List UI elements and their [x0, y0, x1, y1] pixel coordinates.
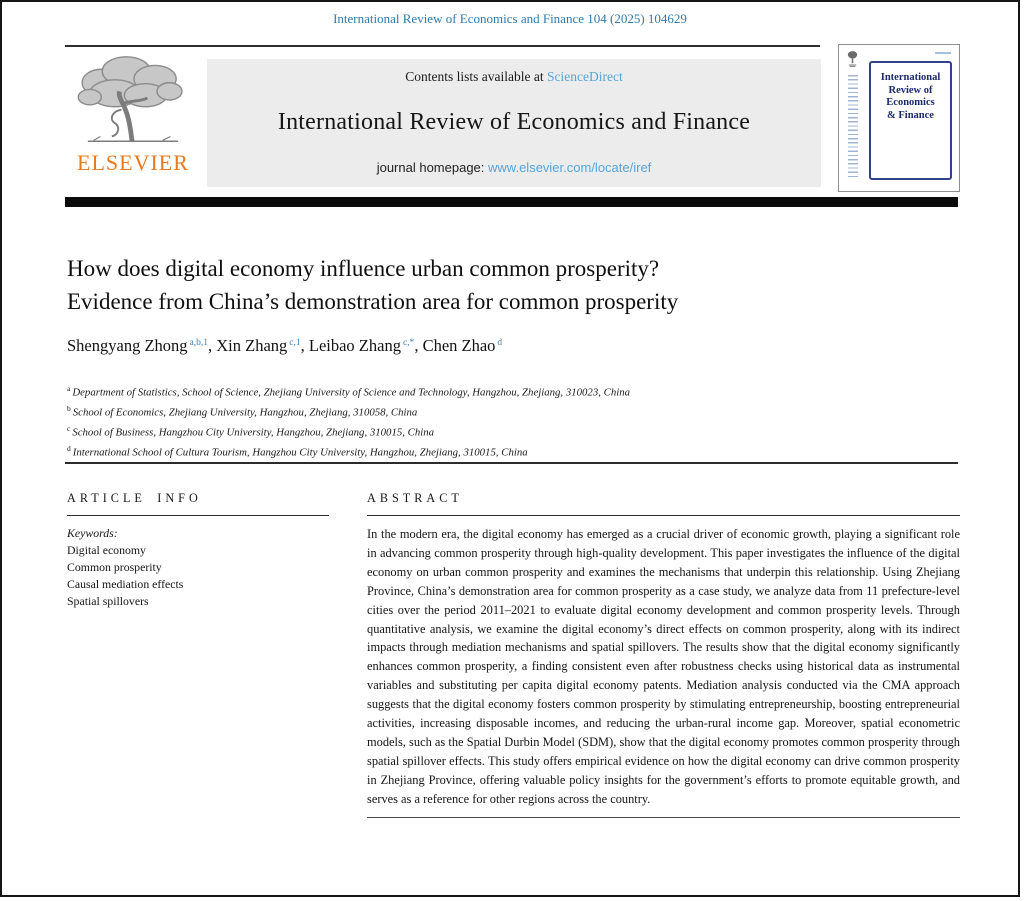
contents-line: [213, 69, 815, 85]
cover-title-box: [869, 61, 952, 180]
affiliation-text: Department of Statistics, School of Science, Zhejiang University of Science and Technology, Hangzhou, Zhejiang, 310023, China: [72, 386, 631, 399]
publisher-mark-icon: [846, 50, 859, 72]
author-affiliation-ref[interactable]: c,1: [289, 337, 301, 348]
keywords-label: Keywords:: [67, 526, 118, 540]
cover-fine-print: [848, 75, 858, 179]
journal-cover-thumbnail: [838, 44, 960, 192]
affiliation-letter: b: [67, 404, 71, 414]
cover-issue-text: [935, 52, 951, 54]
author-name: Leibao Zhang: [308, 336, 401, 355]
cover-title-line: Economics: [886, 97, 935, 108]
author-affiliation-ref[interactable]: d: [497, 337, 503, 348]
abstract-heading: ABSTRACT: [367, 491, 960, 516]
author: [67, 336, 216, 355]
contents-prefix-text: Contents lists available at: [405, 69, 547, 84]
affiliation: [67, 441, 957, 461]
affiliation-letter: a: [67, 384, 71, 393]
abstract-bottom-rule: [367, 817, 960, 819]
keyword: Digital economy: [67, 543, 146, 557]
journal-title: International Review of Economics and Finance: [277, 109, 751, 135]
affiliation-text: International School of Cultura Tourism, Hangzhou City University, Hangzhou, Zhejiang, 310015, China: [72, 446, 528, 459]
article-info-heading: ARTICLE INFO: [67, 491, 329, 516]
header-thick-rule: [65, 197, 958, 207]
article-title-line2: Evidence from China’s demonstration area for common prosperity: [67, 289, 679, 314]
homepage-link[interactable]: www.elsevier.com/locate/iref: [488, 160, 652, 175]
author: [216, 336, 309, 355]
elsevier-logo: [62, 52, 204, 194]
keyword: Causal mediation effects: [67, 577, 184, 591]
affiliation-list: [67, 381, 957, 461]
keyword: Common prosperity: [67, 560, 162, 574]
info-abstract-section: [67, 491, 960, 818]
keywords-block: [67, 525, 329, 610]
affiliation-text: School of Business, Hangzhou City University, Hangzhou, Zhejiang, 310015, China: [72, 426, 435, 439]
author-name: Xin Zhang: [216, 336, 288, 355]
abstract-column: [367, 491, 960, 818]
homepage-line: [213, 160, 815, 175]
elsevier-wordmark: ELSEVIER: [77, 150, 189, 175]
author-affiliation-ref[interactable]: a,b,1: [189, 337, 208, 348]
article-info-column: [67, 491, 329, 818]
affiliation: [67, 421, 957, 441]
author: [309, 336, 423, 355]
homepage-label: journal homepage:: [376, 160, 489, 175]
author-name: Chen Zhao: [422, 336, 496, 355]
affiliation-text: School of Economics, Zhejiang University, Hangzhou, Zhejiang, 310058, China: [72, 406, 418, 419]
affiliation-letter: d: [67, 444, 71, 454]
section-divider-rule: [65, 462, 958, 464]
elsevier-tree-icon: [62, 52, 204, 148]
author: [423, 336, 503, 355]
header-top-rule: [65, 45, 820, 47]
author-affiliation-ref[interactable]: c,*: [402, 337, 415, 348]
cover-title-line: & Finance: [887, 109, 934, 121]
cover-title-line: International: [880, 72, 941, 83]
affiliation-letter: c: [67, 424, 71, 434]
abstract-text: In the modern era, the digital economy has emerged as a crucial driver of economic growth, playing a significant role in advancing common prosperity through high-quality development. This paper investigates the influence of the digital economy on urban common prosperity and examines the mechanisms that underpin this relationship. Using Zhejiang Province, China’s demonstration area for common prosperity as a case study, we analyze data from 11 prefecture-level cities over the period 2011–2021 to evaluate digital economy development and common prosperity levels. Through quantitative analysis, we examine the digital economy’s direct effects on common prosperity, along with its indirect impacts through mediation mechanisms and spatial spillovers. The results show that the digital economy significantly enhances common prosperity, a finding consistent even after robustness checks using historical data as instrumental variables and substituting per capita digital economy patents. Mediation analysis conducted via the CMA approach suggests that the digital economy fosters common prosperity by stimulating entrepreneurship, boosting entrepreneurial activities, increasing disposable incomes, and reducing the urban-rural income gap. Moreover, spatial econometric models, such as the Spatial Durbin Model (SDM), show that the digital economy promotes common prosperity through spatial spillover effects. This study offers empirical evidence on how the digital economy can drive common prosperity in Zhejiang Province, offering valuable policy insights for the government’s efforts to promote equitable growth, and serves as a reference for other regions across the country.: [367, 527, 960, 806]
author-list: [67, 336, 947, 356]
article-title: [67, 252, 947, 318]
journal-banner: [207, 59, 821, 187]
affiliation: [67, 401, 957, 421]
article-title-line1: How does digital economy influence urban common prosperity?: [67, 256, 660, 281]
sciencedirect-link[interactable]: ScienceDirect: [547, 69, 623, 84]
author-name: Shengyang Zhong: [67, 336, 188, 355]
keyword: Spatial spillovers: [67, 594, 149, 608]
citation-header: International Review of Economics and Finance 104 (2025) 104629: [333, 11, 687, 26]
cover-title-line: Review of: [888, 84, 933, 96]
affiliation: [67, 381, 957, 401]
